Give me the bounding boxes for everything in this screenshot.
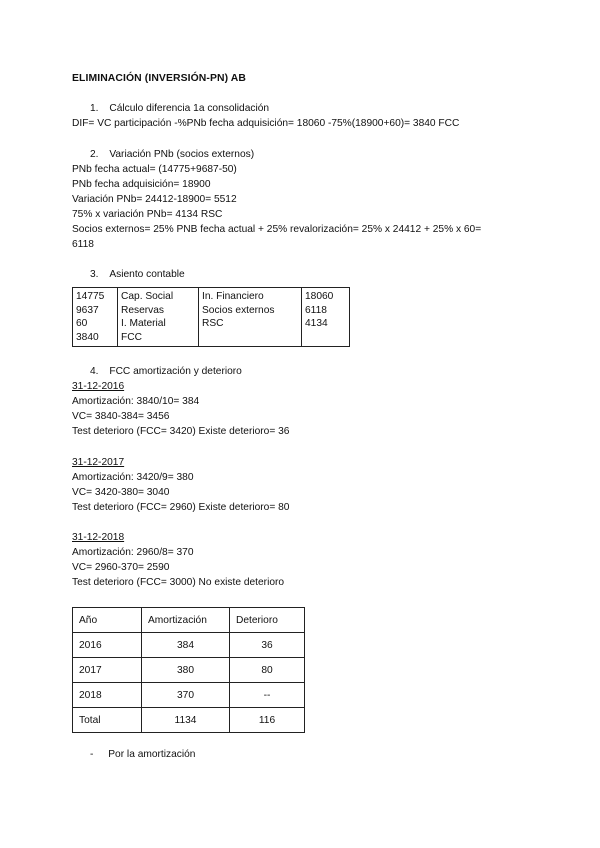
account: I. Material — [121, 318, 166, 329]
date-heading: 31-12-2017 — [72, 457, 125, 468]
table-cell: 2017 — [73, 658, 142, 683]
table-row — [73, 708, 305, 733]
column-header: Año — [73, 608, 142, 633]
text-line: Amortización: 3420/9= 380 — [72, 472, 194, 483]
table-cell: 80 — [230, 658, 305, 683]
text-line: Test deterioro (FCC= 3420) Existe deterioro= 36 — [72, 426, 290, 437]
table-cell: 370 — [142, 683, 230, 708]
summary-table — [72, 607, 305, 733]
amount: 60 — [76, 318, 88, 329]
account: Cap. Social — [121, 291, 174, 302]
table-cell: 1134 — [142, 708, 230, 733]
column-header: Amortización — [142, 608, 230, 633]
section-number: 2. — [90, 149, 99, 160]
section-4-heading — [90, 366, 242, 377]
table-cell: 380 — [142, 658, 230, 683]
section-title: Cálculo diferencia 1a consolidación — [109, 103, 270, 114]
column-header: Deterioro — [230, 608, 305, 633]
table-cell: 2016 — [73, 633, 142, 658]
amount: 9637 — [76, 304, 99, 316]
section-number: 1. — [90, 103, 99, 114]
journal-entry-table — [72, 287, 350, 347]
text-line: Amortización: 3840/10= 384 — [72, 396, 200, 407]
table-cell: Total — [73, 708, 142, 733]
table-cell: 2018 — [73, 683, 142, 708]
bullet-text: Por la amortización — [108, 749, 196, 760]
section-title: Variación PNb (socios externos) — [109, 149, 255, 160]
credit-accounts-cell — [199, 288, 302, 347]
section-1-heading — [90, 103, 269, 114]
amount: 3840 — [76, 331, 99, 343]
section-2-heading — [90, 149, 254, 160]
account: RSC — [202, 318, 224, 329]
credit-amounts-cell — [302, 288, 350, 347]
text-line: VC= 3420-380= 3040 — [72, 487, 170, 498]
amount: 4134 — [305, 318, 328, 329]
table-cell: 116 — [230, 708, 305, 733]
section-title: Asiento contable — [109, 269, 185, 280]
amount: 18060 — [305, 291, 334, 302]
table-header-row — [73, 608, 305, 633]
account: Reservas — [121, 304, 165, 316]
table-cell: -- — [230, 683, 305, 708]
section-number: 3. — [90, 269, 99, 280]
account: In. Financiero — [202, 291, 264, 302]
debit-amounts-cell — [73, 288, 118, 347]
debit-accounts-cell — [118, 288, 199, 347]
section-3-heading — [90, 269, 185, 280]
account: FCC — [121, 331, 142, 343]
table-row — [73, 683, 305, 708]
section-title: FCC amortización y deterioro — [109, 366, 242, 377]
date-heading: 31-12-2016 — [72, 381, 125, 392]
text-line: VC= 2960-370= 2590 — [72, 562, 170, 573]
amount: 6118 — [305, 304, 327, 316]
table-cell: 384 — [142, 633, 230, 658]
text-line: PNb fecha actual= (14775+9687-50) — [72, 164, 237, 175]
text-line: VC= 3840-384= 3456 — [72, 411, 170, 422]
text-line: Test deterioro (FCC= 2960) Existe deterioro= 80 — [72, 502, 290, 513]
text-line: Test deterioro (FCC= 3000) No existe deterioro — [72, 577, 285, 588]
text-line: Amortización: 2960/8= 370 — [72, 547, 194, 558]
account: Socios externos — [202, 304, 275, 316]
document-title: ELIMINACIÓN (INVERSIÓN-PN) AB — [72, 73, 246, 84]
text-line: PNb fecha adquisición= 18900 — [72, 179, 211, 190]
amount: 14775 — [76, 291, 105, 302]
table-cell: 36 — [230, 633, 305, 658]
bullet-dash: - — [90, 749, 94, 760]
text-line: 75% x variación PNb= 4134 RSC — [72, 209, 223, 220]
bullet-item — [90, 749, 195, 760]
section-number: 4. — [90, 366, 99, 377]
date-heading: 31-12-2018 — [72, 532, 125, 543]
dif-formula: DIF= VC participación -%PNb fecha adquisición= 18060 -75%(18900+60)= 3840 FCC — [72, 118, 460, 129]
text-line: Variación PNb= 24412-18900= 5512 — [72, 194, 237, 205]
table-row — [73, 633, 305, 658]
text-line: 6118 — [72, 239, 94, 250]
table-row — [73, 658, 305, 683]
text-line: Socios externos= 25% PNB fecha actual + 25% revalorización= 25% x 24412 + 25% x 60= — [72, 224, 482, 235]
